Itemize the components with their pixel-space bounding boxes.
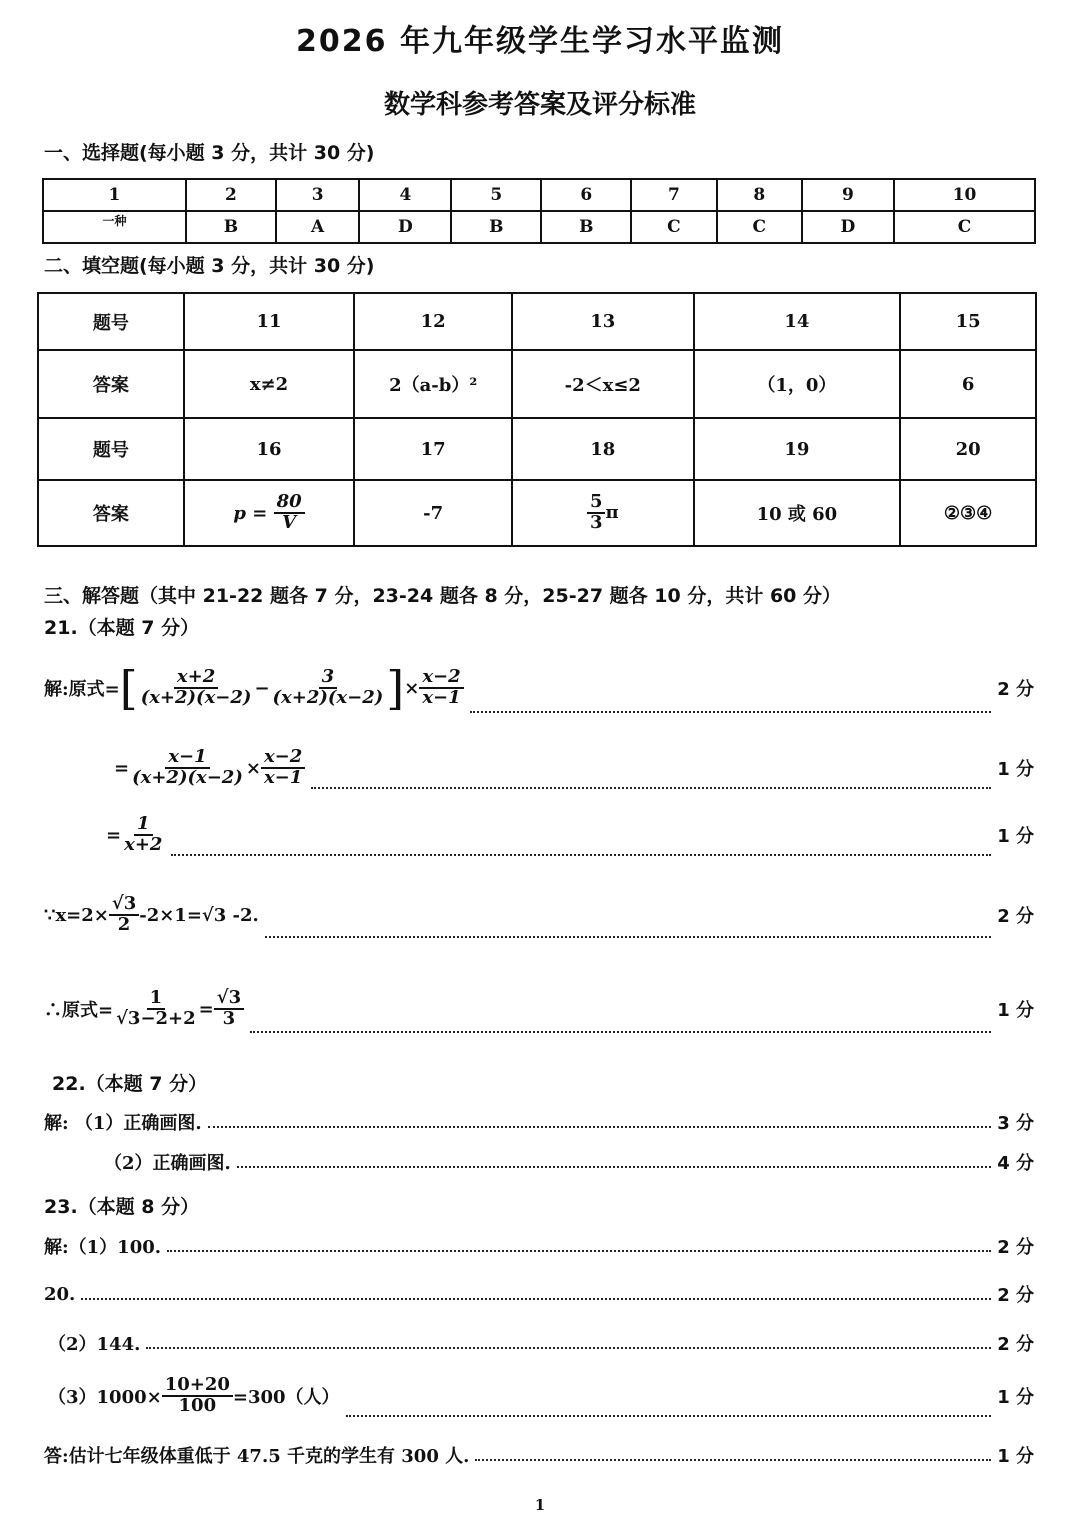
row-label: 答案 bbox=[38, 350, 184, 418]
formula-lhs: p = bbox=[233, 502, 268, 524]
fill-blank-table bbox=[37, 292, 1037, 547]
numerator: x+2 bbox=[174, 668, 218, 689]
q23-step-3 bbox=[48, 1329, 1034, 1357]
table-cell: A bbox=[276, 211, 360, 243]
q22-heading: 22.（本题 7 分） bbox=[52, 1073, 208, 1095]
q23-step-1 bbox=[44, 1232, 1034, 1260]
table-cell: D bbox=[802, 211, 894, 243]
fraction bbox=[138, 668, 255, 708]
fraction bbox=[261, 748, 305, 788]
table-cell: 10 bbox=[894, 179, 1035, 211]
table-cell: 20 bbox=[900, 418, 1036, 480]
denominator: x−1 bbox=[422, 687, 461, 708]
row-label: 答案 bbox=[38, 480, 184, 546]
fraction bbox=[162, 1376, 233, 1416]
table-cell: 13 bbox=[512, 293, 694, 350]
table-cell: 2（a-b）² bbox=[354, 350, 512, 418]
q23-heading: 23.（本题 8 分） bbox=[44, 1196, 200, 1218]
numerator: x−2 bbox=[419, 668, 463, 689]
table-cell bbox=[184, 480, 355, 546]
step-text: 解:（1）100. bbox=[44, 1237, 162, 1258]
dot-leader bbox=[146, 1346, 991, 1349]
step-text: 答:估计七年级体重低于 47.5 千克的学生有 300 人. bbox=[44, 1446, 470, 1467]
dot-leader bbox=[470, 710, 992, 713]
dot-leader bbox=[475, 1458, 991, 1461]
dot-leader bbox=[208, 1125, 992, 1128]
q23-step-2 bbox=[44, 1280, 1034, 1308]
table-cell: （1，0） bbox=[694, 350, 901, 418]
step-prefix: 解:原式= bbox=[44, 679, 120, 700]
denominator: √3−2+2 bbox=[116, 1008, 196, 1029]
score: 2 分 bbox=[997, 1237, 1034, 1258]
q22-step-1 bbox=[44, 1108, 1034, 1136]
table-cell: 1 bbox=[43, 179, 186, 211]
dot-leader bbox=[237, 1165, 991, 1168]
numerator: x−2 bbox=[261, 748, 305, 769]
answer-row bbox=[38, 350, 1036, 418]
answer-row bbox=[43, 211, 1035, 243]
row-label: 题号 bbox=[38, 293, 184, 350]
table-cell: 9 bbox=[802, 179, 894, 211]
step-text: （2）正确画图. bbox=[104, 1153, 231, 1174]
denominator: V bbox=[282, 512, 297, 533]
question-number-row bbox=[38, 293, 1036, 350]
section1-heading: 一、选择题(每小题 3 分，共计 30 分) bbox=[44, 142, 375, 164]
denominator: (x+2)(x−2) bbox=[140, 687, 252, 708]
step-prefix: ∴原式= bbox=[44, 1000, 114, 1021]
dot-leader bbox=[265, 935, 991, 938]
score: 2 分 bbox=[997, 679, 1034, 700]
page-subtitle: 数学科参考答案及评分标准 bbox=[383, 90, 696, 120]
step-prefix: = bbox=[106, 824, 122, 846]
table-cell: 一种 bbox=[43, 211, 186, 243]
q21-step-5 bbox=[44, 977, 1034, 1041]
q21-step-1 bbox=[44, 655, 1034, 721]
score: 1 分 bbox=[997, 759, 1034, 780]
question-number-row bbox=[38, 418, 1036, 480]
fraction bbox=[419, 668, 463, 708]
table-cell: 3 bbox=[276, 179, 360, 211]
table-cell: x≠2 bbox=[184, 350, 355, 418]
score: 1 分 bbox=[997, 826, 1034, 847]
q23-step-4 bbox=[48, 1367, 1034, 1425]
table-cell: 12 bbox=[354, 293, 512, 350]
table-cell: 4 bbox=[359, 179, 451, 211]
multiple-choice-table bbox=[42, 178, 1036, 244]
table-cell: D bbox=[359, 211, 451, 243]
table-cell: 2 bbox=[186, 179, 276, 211]
step-text: 20. bbox=[44, 1283, 76, 1305]
expression bbox=[129, 748, 305, 788]
fraction bbox=[270, 668, 387, 708]
table-cell: 18 bbox=[512, 418, 694, 480]
fraction bbox=[274, 493, 305, 533]
step-prefix: ∵x=2× bbox=[44, 904, 109, 926]
q16-answer bbox=[233, 493, 304, 533]
fraction bbox=[109, 895, 139, 935]
page-number: 1 bbox=[534, 1496, 546, 1514]
denominator: x−1 bbox=[263, 767, 303, 788]
step-text: 解: （1）正确画图. bbox=[44, 1113, 202, 1134]
numerator: 10+20 bbox=[162, 1376, 233, 1397]
table-cell: B bbox=[451, 211, 541, 243]
step-rest: =300（人） bbox=[232, 1387, 340, 1408]
numerator: 80 bbox=[274, 493, 305, 514]
score: 1 分 bbox=[997, 1387, 1034, 1408]
table-cell: 15 bbox=[900, 293, 1036, 350]
step-rest: -2×1=√3 -2. bbox=[139, 904, 259, 926]
denominator: 3 bbox=[222, 1008, 236, 1029]
numerator: √3 bbox=[214, 989, 244, 1010]
expression bbox=[121, 815, 165, 855]
question-number-row bbox=[43, 179, 1035, 211]
section3-heading: 三、解答题（其中 21-22 题各 7 分，23-24 题各 8 分，25-27 题各 10 分，共计 60 分） bbox=[44, 585, 841, 607]
q21-heading: 21.（本题 7 分） bbox=[44, 617, 200, 639]
page-title: 2026 年九年级学生学习水平监测 bbox=[296, 24, 784, 59]
table-cell: 11 bbox=[184, 293, 355, 350]
numerator: √3 bbox=[109, 895, 139, 916]
operator: = bbox=[198, 998, 214, 1020]
table-cell: B bbox=[541, 211, 631, 243]
denominator: 2 bbox=[117, 914, 131, 935]
table-cell: C bbox=[717, 211, 802, 243]
table-cell: ②③④ bbox=[900, 480, 1036, 546]
score: 2 分 bbox=[997, 1285, 1034, 1306]
expression bbox=[119, 661, 464, 715]
numerator: 3 bbox=[319, 668, 338, 689]
dot-leader bbox=[346, 1414, 992, 1417]
table-cell: C bbox=[631, 211, 716, 243]
table-cell: 6 bbox=[541, 179, 631, 211]
fraction bbox=[129, 748, 246, 788]
step-prefix: = bbox=[114, 757, 130, 779]
left-bracket: [ bbox=[119, 661, 138, 715]
fraction bbox=[113, 989, 199, 1029]
denominator: 100 bbox=[178, 1395, 217, 1416]
numerator: 1 bbox=[134, 815, 153, 836]
score: 3 分 bbox=[997, 1113, 1034, 1134]
right-bracket: ] bbox=[386, 661, 405, 715]
fraction bbox=[214, 989, 244, 1029]
table-cell: 10 或 60 bbox=[694, 480, 901, 546]
table-cell: -2＜x≤2 bbox=[512, 350, 694, 418]
dot-leader bbox=[81, 1297, 991, 1300]
table-cell: 5 bbox=[451, 179, 541, 211]
numerator: x−1 bbox=[165, 748, 209, 769]
answer-row bbox=[38, 480, 1036, 546]
operator: × bbox=[245, 757, 261, 779]
score: 1 分 bbox=[997, 1446, 1034, 1467]
q21-step-4 bbox=[44, 884, 1034, 946]
table-cell: 16 bbox=[184, 418, 355, 480]
pi-symbol: π bbox=[605, 502, 619, 523]
denominator: (x+2)(x−2) bbox=[272, 687, 384, 708]
table-cell: B bbox=[186, 211, 276, 243]
operator: − bbox=[254, 677, 270, 699]
dot-leader bbox=[311, 786, 991, 789]
dot-leader bbox=[171, 853, 991, 856]
table-cell bbox=[512, 480, 694, 546]
table-cell: 19 bbox=[694, 418, 901, 480]
q23-conclusion bbox=[44, 1441, 1034, 1469]
dot-leader bbox=[250, 1030, 991, 1033]
q21-step-2 bbox=[114, 739, 1034, 797]
score: 2 分 bbox=[997, 1334, 1034, 1355]
fraction bbox=[121, 815, 165, 855]
numerator: 1 bbox=[147, 989, 166, 1010]
step-prefix: （3）1000× bbox=[48, 1387, 162, 1408]
score: 4 分 bbox=[997, 1153, 1034, 1174]
step-text: （2）144. bbox=[48, 1334, 141, 1355]
numerator: 5 bbox=[587, 493, 606, 514]
section2-heading: 二、填空题(每小题 3 分，共计 30 分) bbox=[44, 255, 375, 277]
score: 2 分 bbox=[997, 906, 1034, 927]
q22-step-2 bbox=[104, 1148, 1034, 1176]
table-cell: 7 bbox=[631, 179, 716, 211]
denominator: 3 bbox=[589, 512, 603, 533]
table-cell: 8 bbox=[717, 179, 802, 211]
row-label: 题号 bbox=[38, 418, 184, 480]
score: 1 分 bbox=[997, 1000, 1034, 1021]
table-cell: -7 bbox=[354, 480, 512, 546]
q21-step-3 bbox=[106, 806, 1034, 864]
table-cell: C bbox=[894, 211, 1035, 243]
denominator: x+2 bbox=[124, 834, 163, 855]
operator: × bbox=[404, 677, 420, 699]
denominator: (x+2)(x−2) bbox=[132, 767, 243, 788]
fraction bbox=[587, 493, 606, 533]
table-cell: 14 bbox=[694, 293, 901, 350]
table-cell: 6 bbox=[900, 350, 1036, 418]
dot-leader bbox=[167, 1249, 991, 1252]
table-cell: 17 bbox=[354, 418, 512, 480]
